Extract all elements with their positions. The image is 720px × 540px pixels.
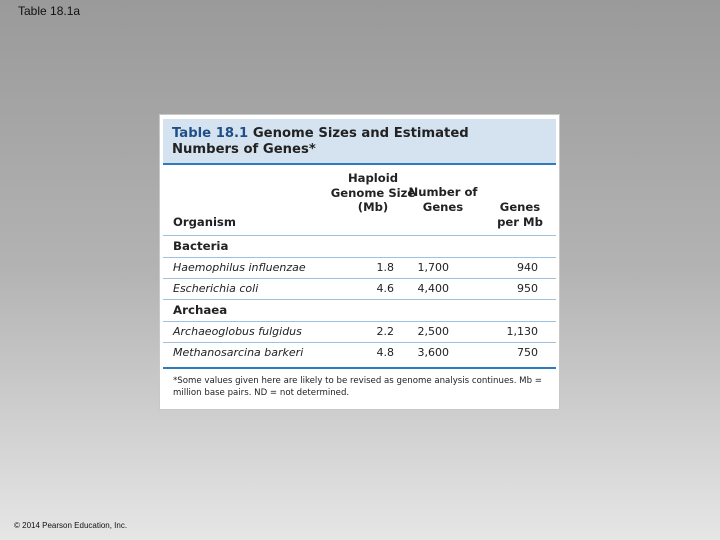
- row-gene-count: 1,700: [417, 261, 449, 274]
- row-rule: [163, 278, 556, 279]
- slide-title: Table 18.1a: [18, 4, 81, 18]
- row-rule: [163, 299, 556, 300]
- row-genes-per-mb: 940: [517, 261, 538, 274]
- group-label-archaea: Archaea: [173, 303, 228, 317]
- column-header-organism: Organism: [173, 215, 236, 229]
- row-genes-per-mb: 750: [517, 346, 538, 359]
- table-18-1-panel: [159, 114, 560, 410]
- table-number: Table 18.1: [172, 126, 249, 141]
- row-gene-count: 3,600: [417, 346, 449, 359]
- row-genome-size: 2.2: [376, 325, 394, 338]
- table-title: [172, 126, 532, 157]
- footer-rule: [163, 367, 556, 369]
- group-rule: [163, 257, 556, 258]
- row-organism: Haemophilus influenzae: [173, 261, 306, 274]
- table-header: [163, 119, 556, 164]
- row-genome-size: 4.8: [376, 346, 394, 359]
- column-header-rule: [163, 235, 556, 236]
- row-rule: [163, 342, 556, 343]
- copyright-notice: © 2014 Pearson Education, Inc.: [14, 521, 128, 530]
- group-label-bacteria: Bacteria: [173, 239, 229, 253]
- column-header-number-of-genes: Number of Genes: [408, 185, 478, 214]
- group-rule: [163, 321, 556, 322]
- row-organism: Archaeoglobus fulgidus: [173, 325, 302, 338]
- row-gene-count: 2,500: [417, 325, 449, 338]
- column-header-genes-per-mb: Genes per Mb: [497, 200, 543, 229]
- row-genome-size: 1.8: [376, 261, 394, 274]
- table-footnote: *Some values given here are likely to be revised as genome analysis continues. Mb = million base pairs. ND = not determined.: [173, 376, 542, 398]
- row-genome-size: 4.6: [376, 282, 394, 295]
- row-organism: Escherichia coli: [173, 282, 259, 295]
- row-gene-count: 4,400: [417, 282, 449, 295]
- column-header-haploid-size: Haploid Genome Size (Mb): [330, 171, 416, 215]
- table-caption: Genome Sizes and Estimated Numbers of Genes*: [172, 126, 469, 157]
- row-genes-per-mb: 1,130: [506, 325, 538, 338]
- row-genes-per-mb: 950: [517, 282, 538, 295]
- row-organism: Methanosarcina barkeri: [173, 346, 304, 359]
- header-rule: [163, 163, 556, 165]
